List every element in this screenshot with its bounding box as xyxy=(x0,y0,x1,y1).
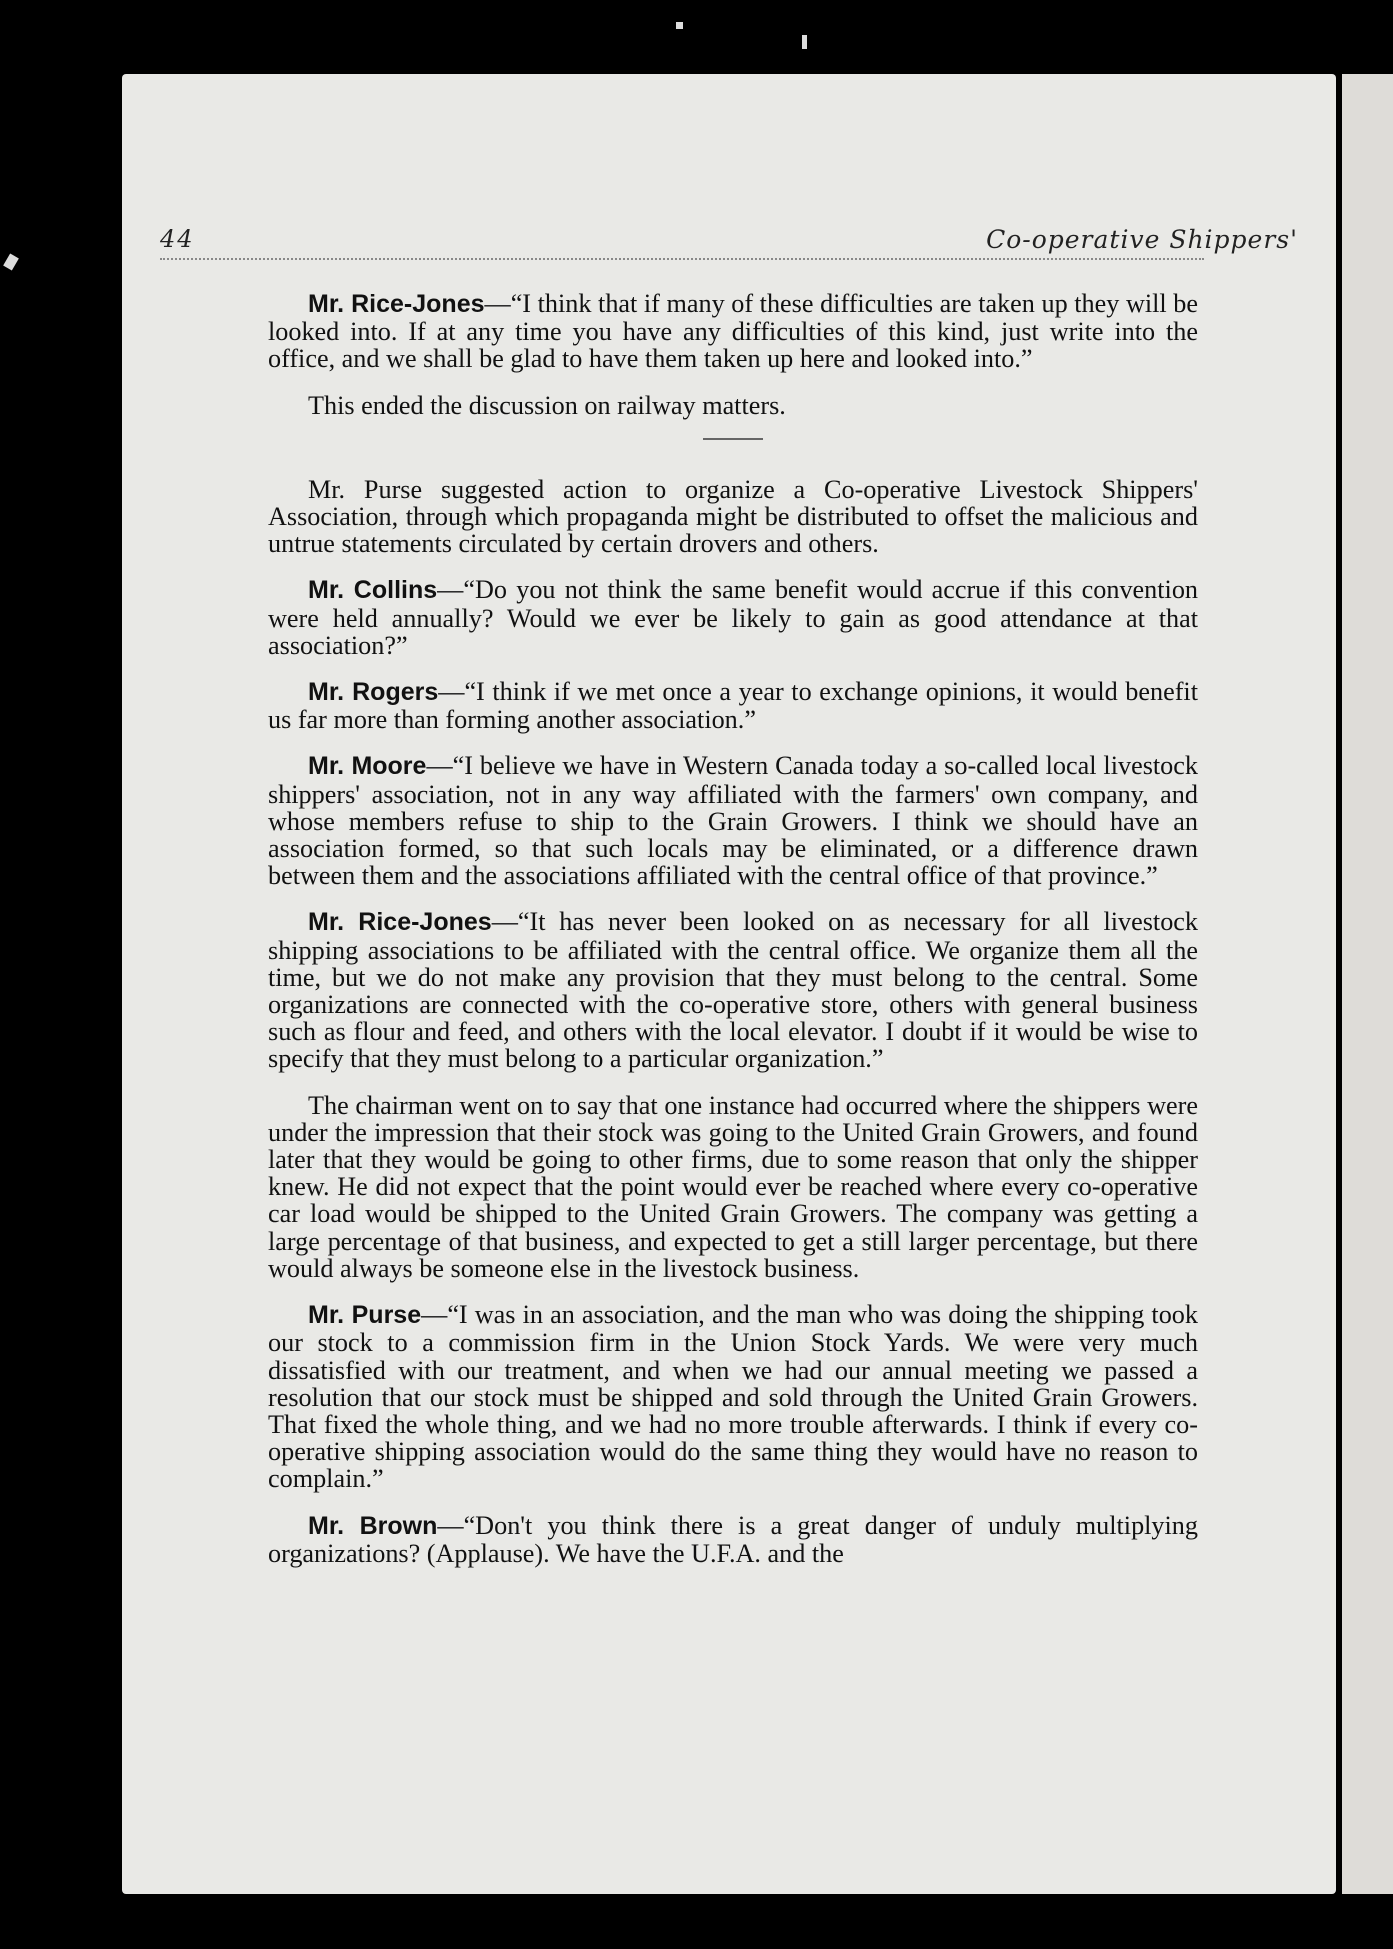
scan-speck xyxy=(802,35,807,49)
paragraph xyxy=(268,476,1198,558)
paragraph xyxy=(268,392,1198,419)
speaker-name: Mr. Collins xyxy=(308,576,438,605)
paragraph xyxy=(268,290,1198,373)
speaker-name: Mr. Brown xyxy=(308,1511,438,1540)
speaker-name: Mr. Rice-Jones xyxy=(308,290,485,318)
paragraph xyxy=(268,752,1198,889)
paragraph xyxy=(268,1301,1198,1492)
paragraph xyxy=(268,1092,1198,1282)
body-text xyxy=(268,290,1198,1586)
adjacent-page-edge xyxy=(1342,74,1393,1894)
paragraph-text: This ended the discussion on railway matters. xyxy=(308,390,786,420)
paragraph xyxy=(268,1512,1198,1567)
paragraph-text: —“I think that if many of these difficulties are taken up they will be looked into. If at any time you have any difficulties of this kind, just write into the office, and we shall be glad to have them taken up here and looked into.” xyxy=(268,289,1198,374)
paragraph-text: Mr. Purse suggested action to organize a Co-operative Livestock Shippers' Association, through which propaganda might be distributed to offset the malicious and untrue statements circulated by certain drovers and others. xyxy=(268,474,1198,559)
running-title: Co-operative Shippers' xyxy=(986,225,1298,254)
scan-speck xyxy=(676,22,683,29)
speaker-name: Mr. Moore xyxy=(308,752,427,781)
speaker-name: Mr. Rice-Jones xyxy=(308,908,492,937)
scan-speck xyxy=(3,253,19,270)
section-divider xyxy=(703,438,763,440)
paragraph-text: —“I was in an association, and the man who was doing the shipping took our stock to a commission firm in the Union Stock Yards. We were very much dissatisfied with our treatment, and when we had our annual meeting we passed a resolution that our stock must be shipped and sold through the United Grain Growers. That fixed the whole thing, and we had no more trouble afterwards. I think if every co-operative shipping association would do the same thing they would have no reason to complain.” xyxy=(268,1300,1198,1494)
paragraph-text: —“I believe we have in Western Canada today a so-called local livestock shippers' association, not in any way affiliated with the farmers' own company, and whose members refuse to ship to the Grain Growers. I think we should have an association formed, so that such locals may be eliminated, or a difference drawn between them and the associations affiliated with the central office of that province.” xyxy=(268,751,1198,891)
speaker-name: Mr. Purse xyxy=(308,1301,422,1330)
paragraph xyxy=(268,576,1198,659)
paragraph-text: —“Do you not think the same benefit would accrue if this convention were held annually? Would we ever be likely to gain as good attendance at that association?” xyxy=(268,575,1199,660)
page-number: 44 xyxy=(160,225,195,253)
speaker-name: Mr. Rogers xyxy=(308,678,439,707)
header-rule xyxy=(160,258,1204,260)
paragraph xyxy=(268,678,1198,733)
paragraph-text: —“Don't you think there is a great danger of unduly multiplying organizations? (Applause). We have the U.F.A. and the xyxy=(268,1510,1198,1568)
paragraph-text: —“I think if we met once a year to exchange opinions, it would benefit us far more than forming another association.” xyxy=(268,677,1198,735)
paragraph-text: —“It has never been looked on as necessary for all livestock shipping associations to be affiliated with the central office. We organize them all the time, but we do not make any provision that they must belong to the central. Some organizations are connected with the co-operative store, others with general business such as flour and feed, and others with the local elevator. I doubt if it would be wise to specify that they must belong to a particular organization.” xyxy=(268,907,1199,1074)
paragraph xyxy=(268,908,1198,1072)
paragraph-text: The chairman went on to say that one instance had occurred where the shippers were under the impression that their stock was going to the United Grain Growers, and found later that they would be going to other firms, due to some reason that only the shipper knew. He did not expect that the point would ever be reached where every co-operative car load would be shipped to the United Grain Growers. The company was getting a large percentage of that business, and expected to get a still larger percentage, but there would always be someone else in the livestock business. xyxy=(268,1090,1198,1283)
